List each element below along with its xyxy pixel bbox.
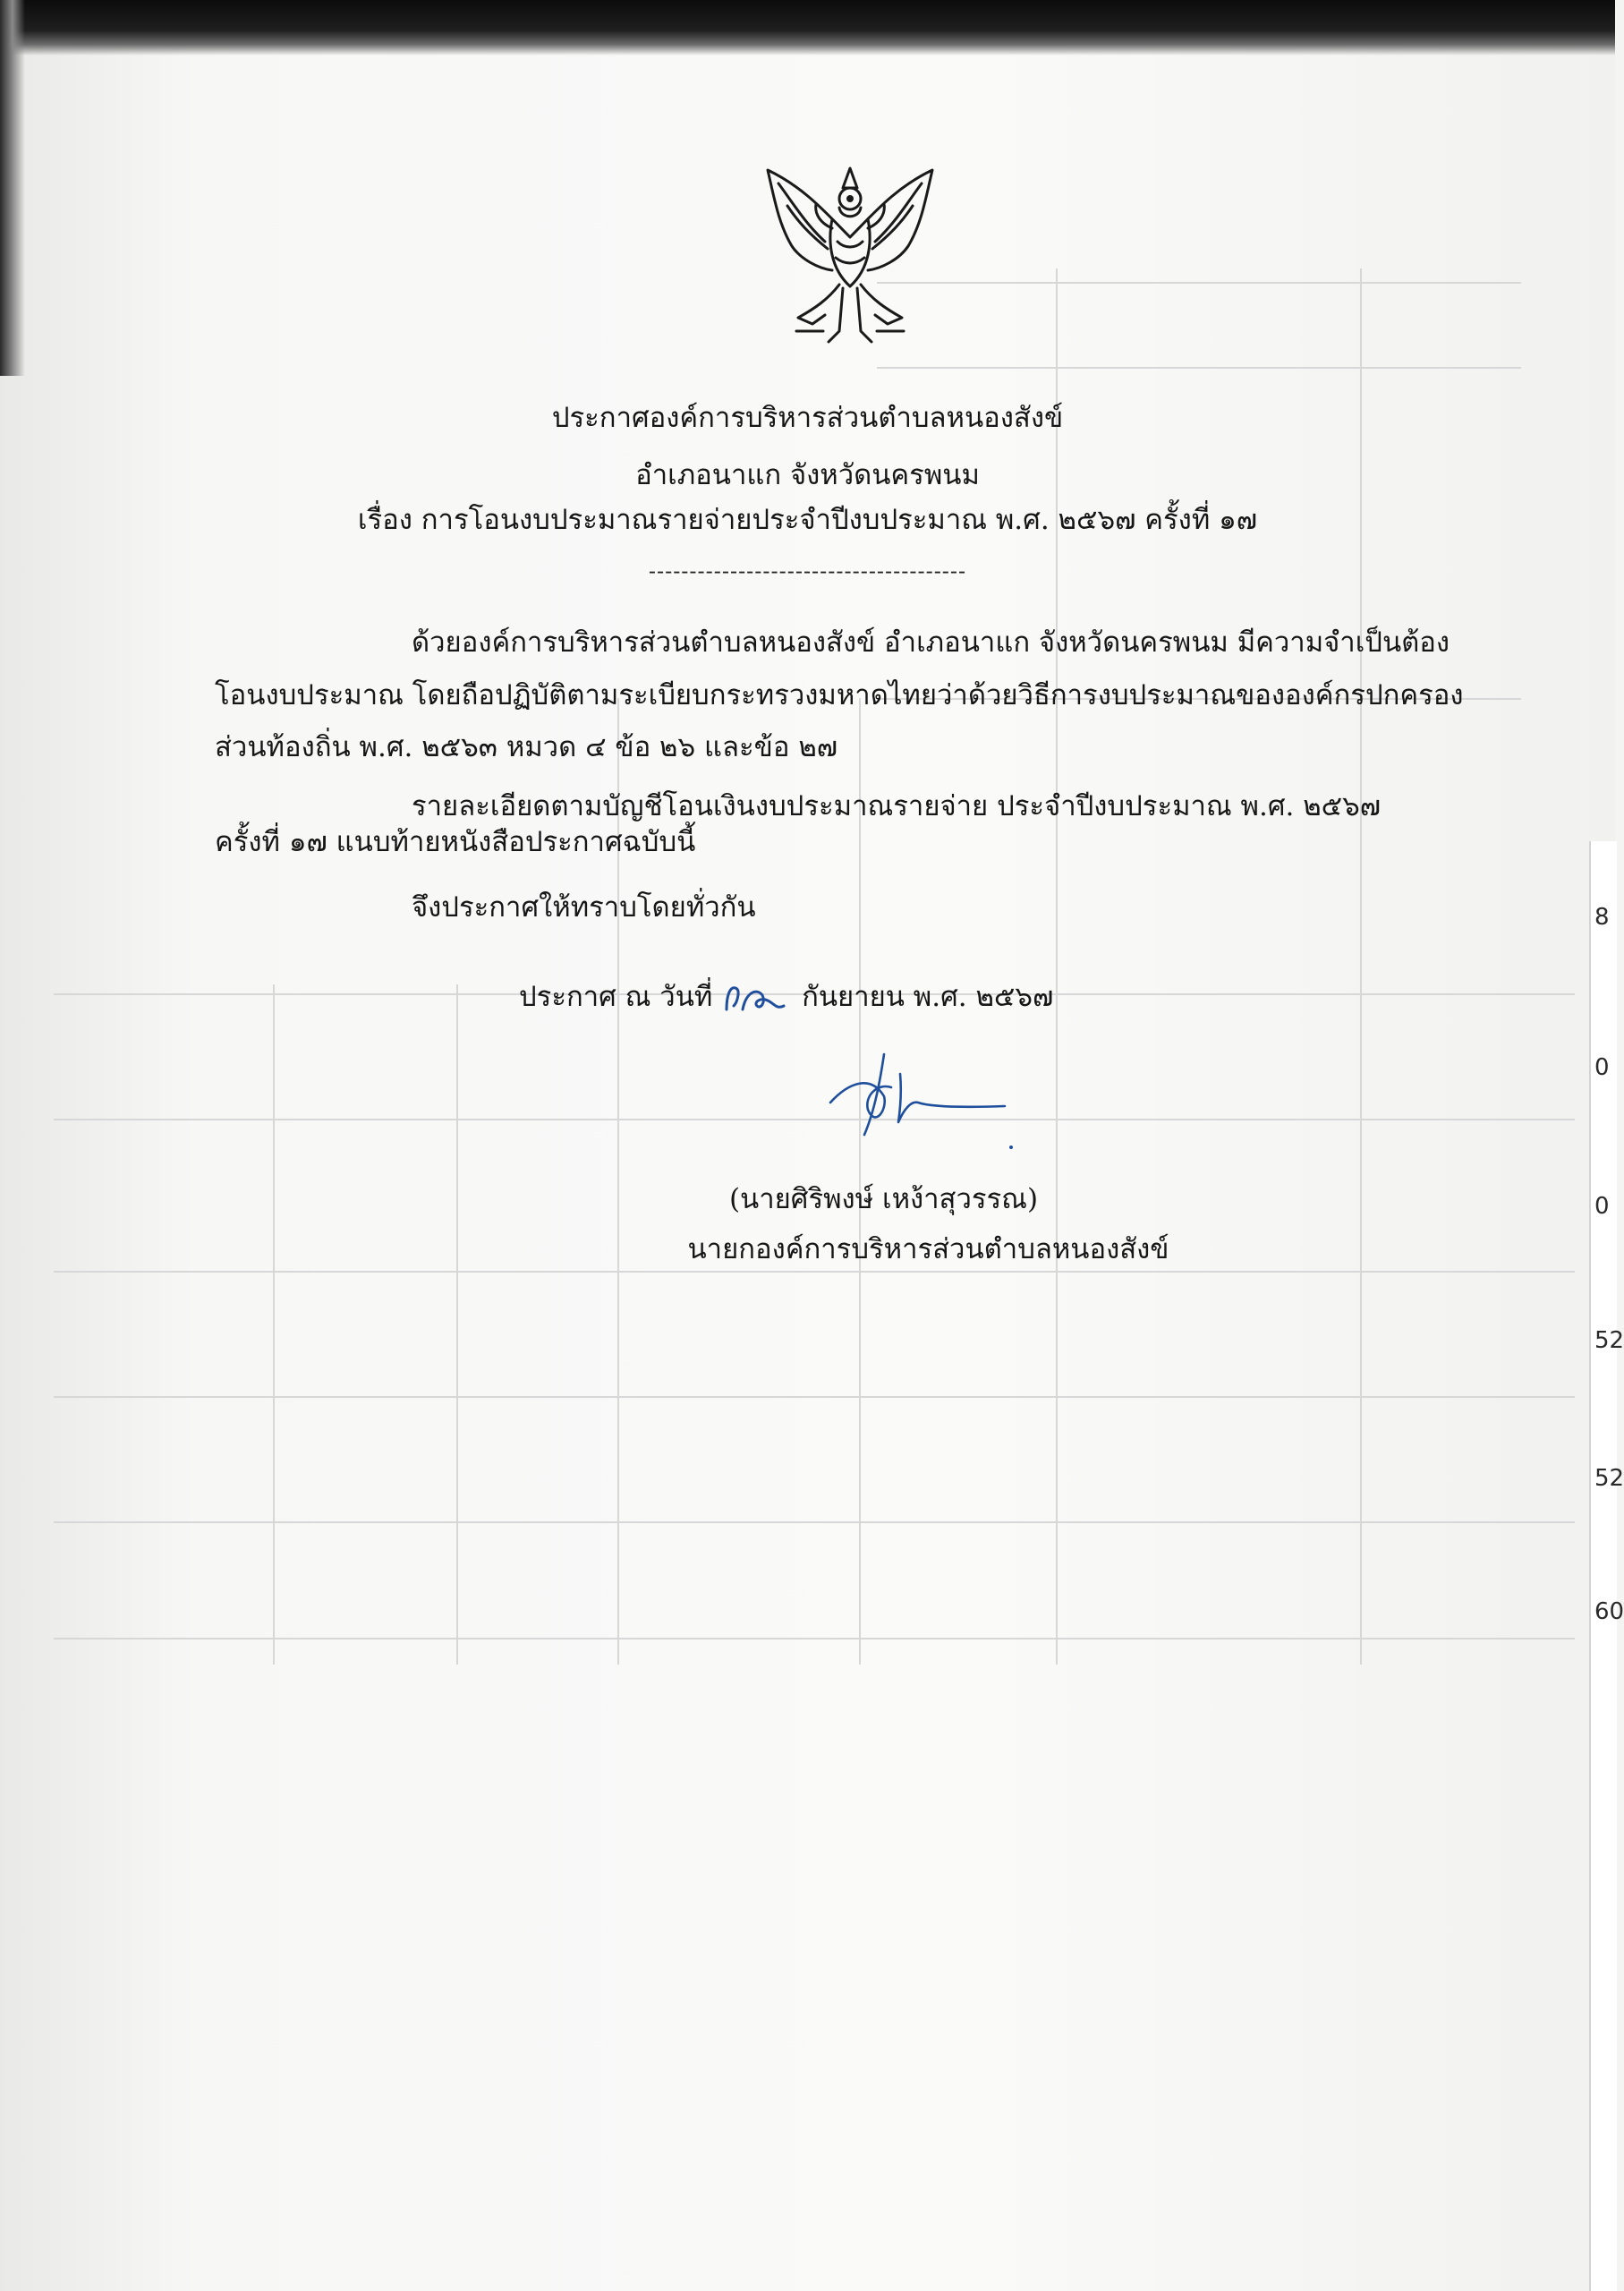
edge-fragment: 8 <box>1594 904 1610 931</box>
scan-left-shadow <box>0 0 25 376</box>
date-prefix: ประกาศ ณ วันที่ <box>519 981 713 1013</box>
signature-mark <box>821 1047 1018 1146</box>
signatory-name: (นายศิริพงษ์ เหง้าสุวรรณ) <box>728 1183 1039 1215</box>
paragraph-1-line-1: ด้วยองค์การบริหารส่วนตำบลหนองสังข์ อำเภอนาแก จังหวัดนครพนม มีความจำเป็นต้อง <box>412 626 1450 659</box>
paragraph-3: จึงประกาศให้ทราบโดยทั่วกัน <box>412 891 756 924</box>
edge-fragment: 60 <box>1594 1598 1624 1625</box>
announcement-title: ประกาศองค์การบริหารส่วนตำบลหนองสังข์ <box>551 402 1064 434</box>
paragraph-2-line-2: ครั้งที่ ๑๗ แนบท้ายหนังสือประกาศฉบับนี้ <box>215 826 696 858</box>
paragraph-1-line-2: โอนงบประมาณ โดยถือปฏิบัติตามระเบียบกระทรวงมหาดไทยว่าด้วยวิธีการงบประมาณขององค์กรปกครอง <box>215 679 1464 711</box>
handwritten-day-ink <box>721 979 793 1015</box>
edge-fragment: 52 <box>1594 1327 1624 1354</box>
edge-fragment: 0 <box>1594 1193 1610 1220</box>
district-line: อำเภอนาแก จังหวัดนครพนม <box>635 459 980 491</box>
paragraph-2-line-1: รายละเอียดตามบัญชีโอนเงินงบประมาณรายจ่าย ประจำปีงบประมาณ พ.ศ. ๒๕๖๗ <box>412 790 1382 822</box>
divider-line: --------------------------------------- <box>648 558 967 583</box>
garuda-emblem-icon <box>743 152 957 349</box>
handwritten-day <box>721 979 793 1015</box>
announcement-date <box>519 979 1053 1015</box>
paragraph-1-line-3: ส่วนท้องถิ่น พ.ศ. ๒๕๖๓ หมวด ๔ ข้อ ๒๖ และข้อ ๒๗ <box>215 731 838 763</box>
subject-line: เรื่อง การโอนงบประมาณรายจ่ายประจำปีงบประมาณ พ.ศ. ๒๕๖๗ ครั้งที่ ๑๗ <box>357 504 1258 536</box>
scan-top-shadow <box>0 0 1615 55</box>
edge-fragment: 0 <box>1594 1054 1610 1081</box>
date-suffix: กันยายน พ.ศ. ๒๕๖๗ <box>802 981 1054 1013</box>
signatory-position: นายกองค์การบริหารส่วนตำบลหนองสังข์ <box>687 1233 1169 1265</box>
edge-fragment: 52 <box>1594 1465 1624 1492</box>
